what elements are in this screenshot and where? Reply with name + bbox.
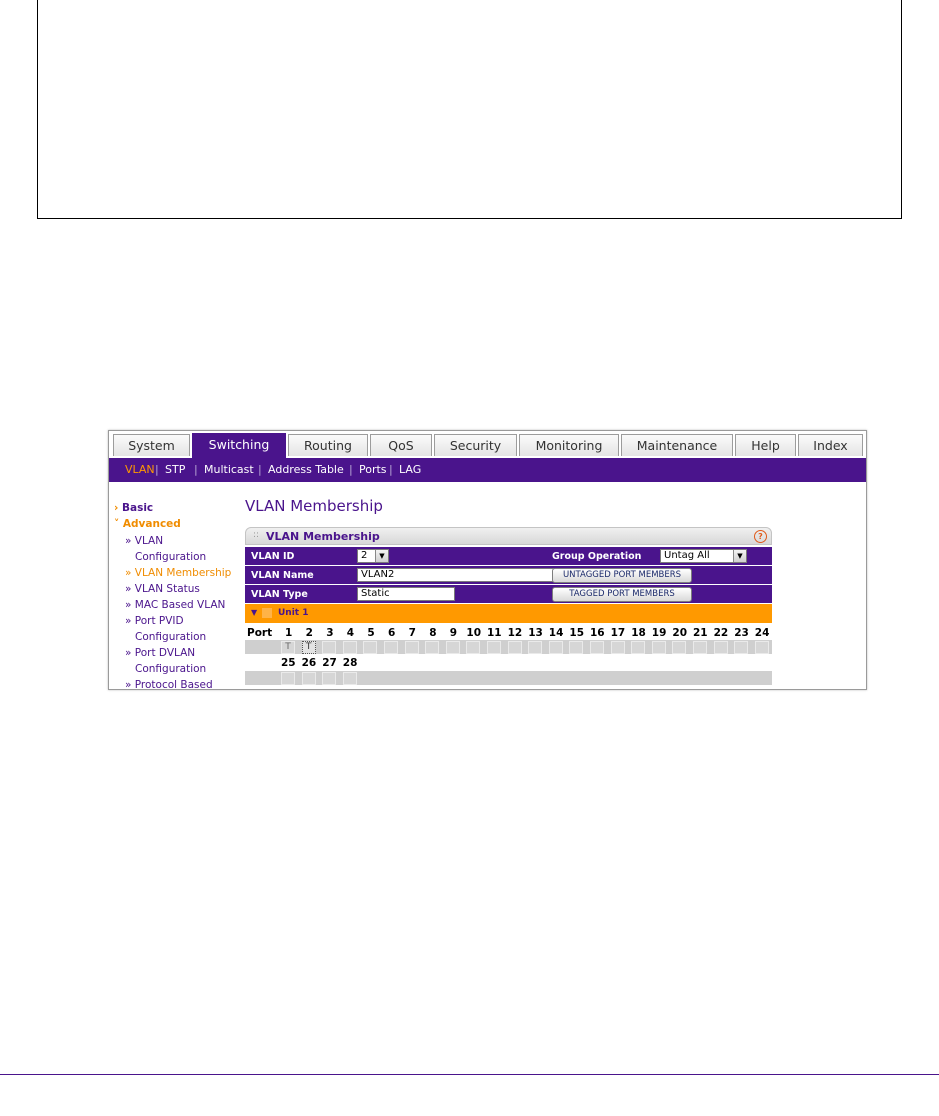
sidebar-item-port-pvid[interactable]: » Port PVID [125,615,184,627]
port-number-label: 11 [487,627,502,639]
group-operation-select[interactable] [660,549,747,563]
port-number-label: 20 [672,627,688,639]
port-number-label: 10 [466,627,482,639]
subnav-ports[interactable]: Ports [359,463,387,476]
tab-help[interactable]: Help [735,434,796,456]
group-operation-value: Untag All [664,550,710,561]
port-membership-cell[interactable]: T [302,641,316,654]
tagged-port-members-button[interactable]: TAGGED PORT MEMBERS [552,587,692,602]
help-icon[interactable]: ? [754,530,767,543]
vlan-type-row [245,585,772,604]
vlan-name-row [245,566,772,585]
untagged-port-members-button[interactable]: UNTAGGED PORT MEMBERS [552,568,692,583]
sidebar-item-port-pvid-cont[interactable]: Configuration [135,631,207,643]
subnav-address-table[interactable]: Address Table [268,463,344,476]
port-membership-cell[interactable] [446,641,460,654]
port-membership-cell[interactable] [281,672,295,685]
tab-system[interactable]: System [113,434,190,456]
port-membership-cell[interactable] [466,641,480,654]
sidebar-item-advanced[interactable] [114,518,181,530]
subnav-separator: | [389,463,393,476]
port-membership-cell[interactable]: T [281,641,295,654]
tab-monitoring[interactable]: Monitoring [519,434,619,456]
port-membership-cell[interactable] [569,641,583,654]
port-membership-cell[interactable] [322,641,336,654]
port-number-label: 13 [528,627,543,639]
port-membership-cell[interactable] [508,641,522,654]
sidebar-item-vlan-configuration[interactable]: » VLAN [125,535,164,547]
port-number-label: 1 [285,627,293,639]
port-number-label: 8 [429,627,437,639]
port-membership-cell[interactable] [734,641,748,654]
vlan-name-input[interactable]: VLAN2 [357,568,554,582]
port-number-label: 3 [326,627,334,639]
subnav-lag[interactable]: LAG [399,463,422,476]
sidebar-item-port-dvlan-cont[interactable]: Configuration [135,663,207,675]
port-number-label: 26 [301,657,317,669]
port-membership-cell[interactable] [755,641,769,654]
port-membership-cell[interactable] [549,641,563,654]
port-number-label: 28 [342,657,358,669]
port-number-label: 27 [322,657,337,669]
sidebar-item-label: Advanced [122,518,181,530]
panel-title: VLAN Membership [266,530,380,543]
chevron-down-icon: ▼ [375,550,388,562]
port-membership-cell[interactable] [405,641,419,654]
port-membership-cell[interactable] [302,672,316,685]
sidebar [109,482,231,689]
port-membership-cell[interactable] [652,641,666,654]
panel-header [245,527,772,545]
port-number-label: 24 [754,627,770,639]
group-operation-label: Group Operation [552,551,642,562]
port-membership-cell[interactable] [384,641,398,654]
port-number-label: 7 [408,627,416,639]
port-membership-cell[interactable] [343,641,357,654]
port-number-label: 23 [734,627,749,639]
vlan-membership-panel [245,527,772,689]
port-number-label: 19 [651,627,667,639]
port-membership-cell[interactable] [631,641,645,654]
port-number-label: 21 [693,627,708,639]
port-number-label: 4 [346,627,355,639]
vlan-name-label: VLAN Name [251,570,314,581]
sub-navigation [109,458,866,482]
tab-maintenance[interactable]: Maintenance [621,434,733,456]
vlan-type-field: Static [357,587,455,601]
port-membership-cell[interactable] [322,672,336,685]
page-title: VLAN Membership [245,497,383,515]
port-membership-cell[interactable] [693,641,707,654]
port-number-label: 15 [569,627,585,639]
vlan-type-label: VLAN Type [251,589,308,600]
port-membership-cell[interactable] [672,641,686,654]
unit-label: Unit 1 [278,608,309,618]
port-membership-cell[interactable] [528,641,542,654]
subnav-stp[interactable]: STP [165,463,186,476]
note-frame [37,0,902,219]
port-number-label: 18 [631,627,646,639]
tab-routing[interactable]: Routing [288,434,368,456]
chevron-down-icon: ▼ [733,550,746,562]
sidebar-item-protocol-based[interactable]: » Protocol Based [125,679,213,690]
vlan-id-value: 2 [361,550,368,561]
subnav-separator: | [194,463,198,476]
port-number-label: 6 [388,627,396,639]
port-membership-cell[interactable] [363,641,377,654]
port-membership-cell[interactable] [611,641,625,654]
drag-handle-icon[interactable]: :: [253,530,260,540]
collapse-triangle-icon: ▼ [251,608,258,617]
sidebar-item-vlan-membership[interactable]: » VLAN Membership [125,567,232,579]
vlan-id-row [245,547,772,566]
tab-switching[interactable]: Switching [192,433,286,458]
sidebar-item-port-dvlan[interactable]: » Port DVLAN [125,647,196,659]
vlan-id-label: VLAN ID [251,551,295,562]
switch-web-ui-screenshot [108,430,867,690]
port-number-label: 2 [305,627,313,639]
tab-qos[interactable]: QoS [370,434,432,456]
port-membership-cell[interactable] [714,641,728,654]
chevron-right-icon: › [114,502,119,514]
port-membership-cell[interactable] [487,641,501,654]
sidebar-item-vlan-status[interactable]: » VLAN Status [125,583,200,595]
sidebar-item-basic[interactable] [114,502,153,514]
subnav-vlan[interactable]: VLAN [125,463,155,476]
unit-bar[interactable] [245,604,772,623]
port-number-label: 9 [449,627,458,639]
subnav-multicast[interactable]: Multicast [204,463,254,476]
port-number-label: 16 [590,627,605,639]
sidebar-item-vlan-configuration-cont[interactable]: Configuration [135,551,207,563]
tab-security[interactable]: Security [434,434,517,456]
subnav-separator: | [349,463,353,476]
sidebar-item-label: Basic [121,502,154,514]
port-number-label: 22 [713,627,729,639]
port-number-label: 17 [610,627,626,639]
port-membership-cell[interactable] [343,672,357,685]
port-header-label: Port [247,627,273,639]
port-membership-cell[interactable] [590,641,604,654]
subnav-separator: | [258,463,262,476]
unit-checkbox[interactable] [262,608,272,618]
main-tabs [109,431,866,458]
chevron-down-icon: ˅ [114,518,120,530]
page-footer-rule [0,1074,939,1075]
vlan-id-select[interactable] [357,549,389,563]
port-membership-cell[interactable] [425,641,439,654]
port-number-label: 25 [281,657,296,669]
tab-index[interactable]: Index [798,434,863,456]
port-number-label: 12 [507,627,523,639]
port-number-label: 5 [367,627,375,639]
port-number-label: 14 [548,627,564,639]
sidebar-item-mac-based-vlan[interactable]: » MAC Based VLAN [125,599,226,611]
subnav-separator: | [155,463,159,476]
